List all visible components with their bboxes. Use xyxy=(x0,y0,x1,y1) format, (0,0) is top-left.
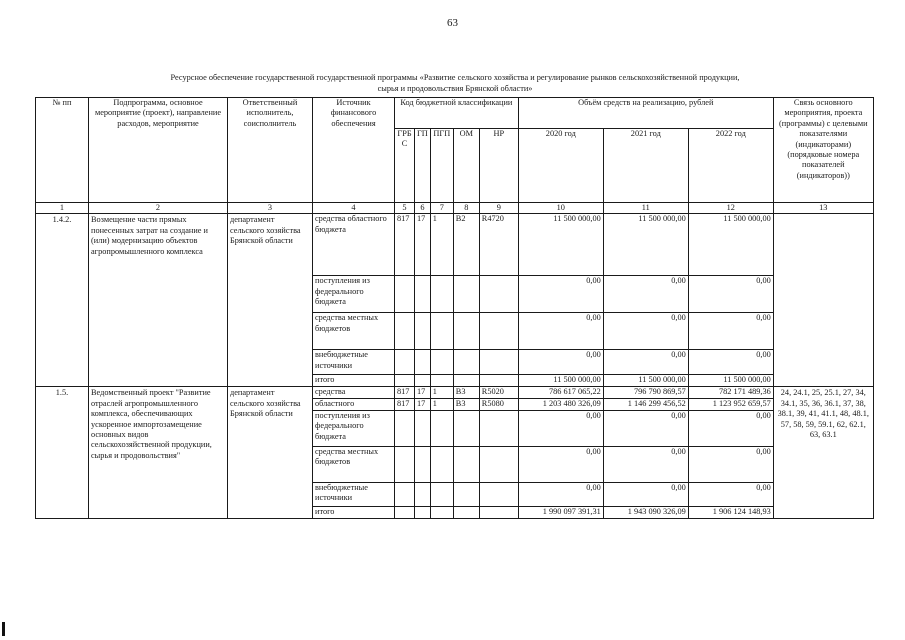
page-number: 63 xyxy=(447,17,458,29)
measure-name: Ведомственный проект "Развитие отраслей агропромышленного комплекса, обеспечивающих ускоренное импортозамещение основных видов сельскохозяйственной продукции, сырья и продовольствия" xyxy=(89,387,228,518)
code-grbs xyxy=(395,350,415,375)
code-grbs: 817 xyxy=(395,387,415,398)
code-pgp xyxy=(430,313,453,350)
code-om xyxy=(453,313,479,350)
amount-2021: 11 500 000,00 xyxy=(603,214,688,276)
code-np: R5080 xyxy=(479,398,518,410)
column-number: 8 xyxy=(453,203,479,214)
amount-2020: 786 617 065,22 xyxy=(518,387,603,398)
amount-2021: 1 943 090 326,09 xyxy=(603,506,688,518)
code-np xyxy=(479,276,518,313)
amount-2021: 11 500 000,00 xyxy=(603,375,688,387)
header-pgp: ПГП xyxy=(430,129,453,203)
code-gp xyxy=(415,276,431,313)
amount-2021: 0,00 xyxy=(603,313,688,350)
funding-source: поступления из федерального бюджета xyxy=(313,410,395,446)
amount-2020: 0,00 xyxy=(518,482,603,506)
amount-2021: 1 146 299 456,52 xyxy=(603,398,688,410)
code-pgp xyxy=(430,482,453,506)
amount-2020: 0,00 xyxy=(518,410,603,446)
code-grbs: 817 xyxy=(395,214,415,276)
code-gp xyxy=(415,375,431,387)
amount-2020: 0,00 xyxy=(518,276,603,313)
code-np xyxy=(479,410,518,446)
amount-2022: 11 500 000,00 xyxy=(688,375,773,387)
column-number: 3 xyxy=(228,203,313,214)
header-budget-code: Код бюджетной классификации xyxy=(395,98,519,129)
header-program: Подпрограмма, основное мероприятие (проект), направление расходов, мероприятие xyxy=(89,98,228,203)
amount-2022: 0,00 xyxy=(688,276,773,313)
header-link: Связь основного мероприятия, проекта (программы) с целевыми показателями (индикаторами) (порядковые номера показателей (индикаторов)) xyxy=(773,98,873,203)
funding-source: средства xyxy=(313,387,395,398)
amount-2021: 796 790 869,57 xyxy=(603,387,688,398)
amount-2021: 0,00 xyxy=(603,410,688,446)
code-pgp xyxy=(430,410,453,446)
header-executor: Ответственный исполнитель, соисполнитель xyxy=(228,98,313,203)
amount-2022: 0,00 xyxy=(688,482,773,506)
amount-2022: 11 500 000,00 xyxy=(688,214,773,276)
funding-source: средства местных бюджетов xyxy=(313,446,395,482)
header-2020: 2020 год xyxy=(518,129,603,203)
code-gp: 17 xyxy=(415,398,431,410)
amount-2021: 0,00 xyxy=(603,350,688,375)
code-gp xyxy=(415,506,431,518)
code-pgp xyxy=(430,506,453,518)
header-2021: 2021 год xyxy=(603,129,688,203)
code-gp xyxy=(415,410,431,446)
funding-source: средства областного бюджета xyxy=(313,214,395,276)
code-grbs xyxy=(395,482,415,506)
amount-2022: 782 171 489,36 xyxy=(688,387,773,398)
code-np xyxy=(479,350,518,375)
column-number: 4 xyxy=(313,203,395,214)
funding-source: поступления из федерального бюджета xyxy=(313,276,395,313)
code-grbs xyxy=(395,375,415,387)
table-row xyxy=(36,214,874,276)
code-pgp xyxy=(430,276,453,313)
code-grbs xyxy=(395,276,415,313)
column-number: 10 xyxy=(518,203,603,214)
code-grbs xyxy=(395,506,415,518)
amount-2020: 1 203 480 326,09 xyxy=(518,398,603,410)
row-number: 1.4.2. xyxy=(36,214,89,387)
target-indicators: 24, 24.1, 25, 25.1, 27, 34, 34.1, 35, 36, 36.1, 37, 38, 38.1, 39, 41, 41.1, 48, 48.1, 57, 58, 59, 59.1, 62, 62.1, 63, 63.1 xyxy=(773,387,873,518)
code-gp: 17 xyxy=(415,387,431,398)
column-number: 5 xyxy=(395,203,415,214)
column-number: 1 xyxy=(36,203,89,214)
amount-2020: 0,00 xyxy=(518,446,603,482)
code-om: В3 xyxy=(453,387,479,398)
code-grbs xyxy=(395,446,415,482)
column-number: 12 xyxy=(688,203,773,214)
code-om xyxy=(453,350,479,375)
code-np xyxy=(479,375,518,387)
code-om xyxy=(453,276,479,313)
funding-source: итого xyxy=(313,375,395,387)
title-line-2: сырья и продовольствия Брянской области» xyxy=(377,84,533,93)
amount-2020: 1 990 097 391,31 xyxy=(518,506,603,518)
column-number: 6 xyxy=(415,203,431,214)
code-np: R5020 xyxy=(479,387,518,398)
resource-table xyxy=(35,97,874,519)
code-grbs: 817 xyxy=(395,398,415,410)
amount-2022: 1 123 952 659,57 xyxy=(688,398,773,410)
code-om: В3 xyxy=(453,398,479,410)
amount-2020: 0,00 xyxy=(518,313,603,350)
code-gp xyxy=(415,350,431,375)
amount-2022: 0,00 xyxy=(688,446,773,482)
column-number: 2 xyxy=(89,203,228,214)
code-grbs xyxy=(395,313,415,350)
code-om xyxy=(453,482,479,506)
code-np xyxy=(479,506,518,518)
column-number: 7 xyxy=(430,203,453,214)
code-np: R4720 xyxy=(479,214,518,276)
column-number-row xyxy=(36,203,874,214)
funding-source: средства местных бюджетов xyxy=(313,313,395,350)
table-row xyxy=(36,387,874,398)
responsible-executor: департамент сельского хозяйства Брянской области xyxy=(228,387,313,518)
amount-2022: 0,00 xyxy=(688,313,773,350)
code-gp: 17 xyxy=(415,214,431,276)
funding-source: итого xyxy=(313,506,395,518)
header-2022: 2022 год xyxy=(688,129,773,203)
amount-2022: 0,00 xyxy=(688,410,773,446)
funding-source: внебюджетные источники xyxy=(313,350,395,375)
code-gp xyxy=(415,313,431,350)
header-grbs: ГРБ С xyxy=(395,129,415,203)
header-gp: ГП xyxy=(415,129,431,203)
title-line-1: Ресурсное обеспечение государственной государственной программы «Развитие сельского хозяйства и регулирование рынков сельскохозяйственной продукции, xyxy=(170,73,740,82)
code-pgp: 1 xyxy=(430,214,453,276)
amount-2020: 0,00 xyxy=(518,350,603,375)
code-om xyxy=(453,410,479,446)
code-gp xyxy=(415,482,431,506)
responsible-executor: департамент сельского хозяйства Брянской области xyxy=(228,214,313,387)
funding-source: внебюджетные источники xyxy=(313,482,395,506)
code-om xyxy=(453,446,479,482)
document-title xyxy=(60,72,850,94)
code-pgp xyxy=(430,446,453,482)
code-np xyxy=(479,313,518,350)
amount-2021: 0,00 xyxy=(603,276,688,313)
header-volume: Объём средств на реализацию, рублей xyxy=(518,98,773,129)
funding-source: областного xyxy=(313,398,395,410)
amount-2021: 0,00 xyxy=(603,446,688,482)
amount-2021: 0,00 xyxy=(603,482,688,506)
measure-name: Возмещение части прямых понесенных затрат на создание и (или) модернизацию объектов агропромышленного комплекса xyxy=(89,214,228,387)
code-pgp xyxy=(430,350,453,375)
header-source: Источник финансового обеспечения xyxy=(313,98,395,203)
amount-2022: 1 906 124 148,93 xyxy=(688,506,773,518)
code-pgp xyxy=(430,375,453,387)
code-pgp: 1 xyxy=(430,387,453,398)
code-om xyxy=(453,506,479,518)
header-num: № пп xyxy=(36,98,89,203)
column-number: 13 xyxy=(773,203,873,214)
code-np xyxy=(479,482,518,506)
code-om: В2 xyxy=(453,214,479,276)
header-np: НР xyxy=(479,129,518,203)
header-om: ОМ xyxy=(453,129,479,203)
code-grbs xyxy=(395,410,415,446)
column-number: 9 xyxy=(479,203,518,214)
column-number: 11 xyxy=(603,203,688,214)
code-gp xyxy=(415,446,431,482)
code-np xyxy=(479,446,518,482)
code-pgp: 1 xyxy=(430,398,453,410)
amount-2020: 11 500 000,00 xyxy=(518,375,603,387)
amount-2022: 0,00 xyxy=(688,350,773,375)
target-indicators xyxy=(773,214,873,387)
row-number: 1.5. xyxy=(36,387,89,518)
code-om xyxy=(453,375,479,387)
header-row-1 xyxy=(36,98,874,129)
amount-2020: 11 500 000,00 xyxy=(518,214,603,276)
scan-edge-mark xyxy=(2,622,5,636)
